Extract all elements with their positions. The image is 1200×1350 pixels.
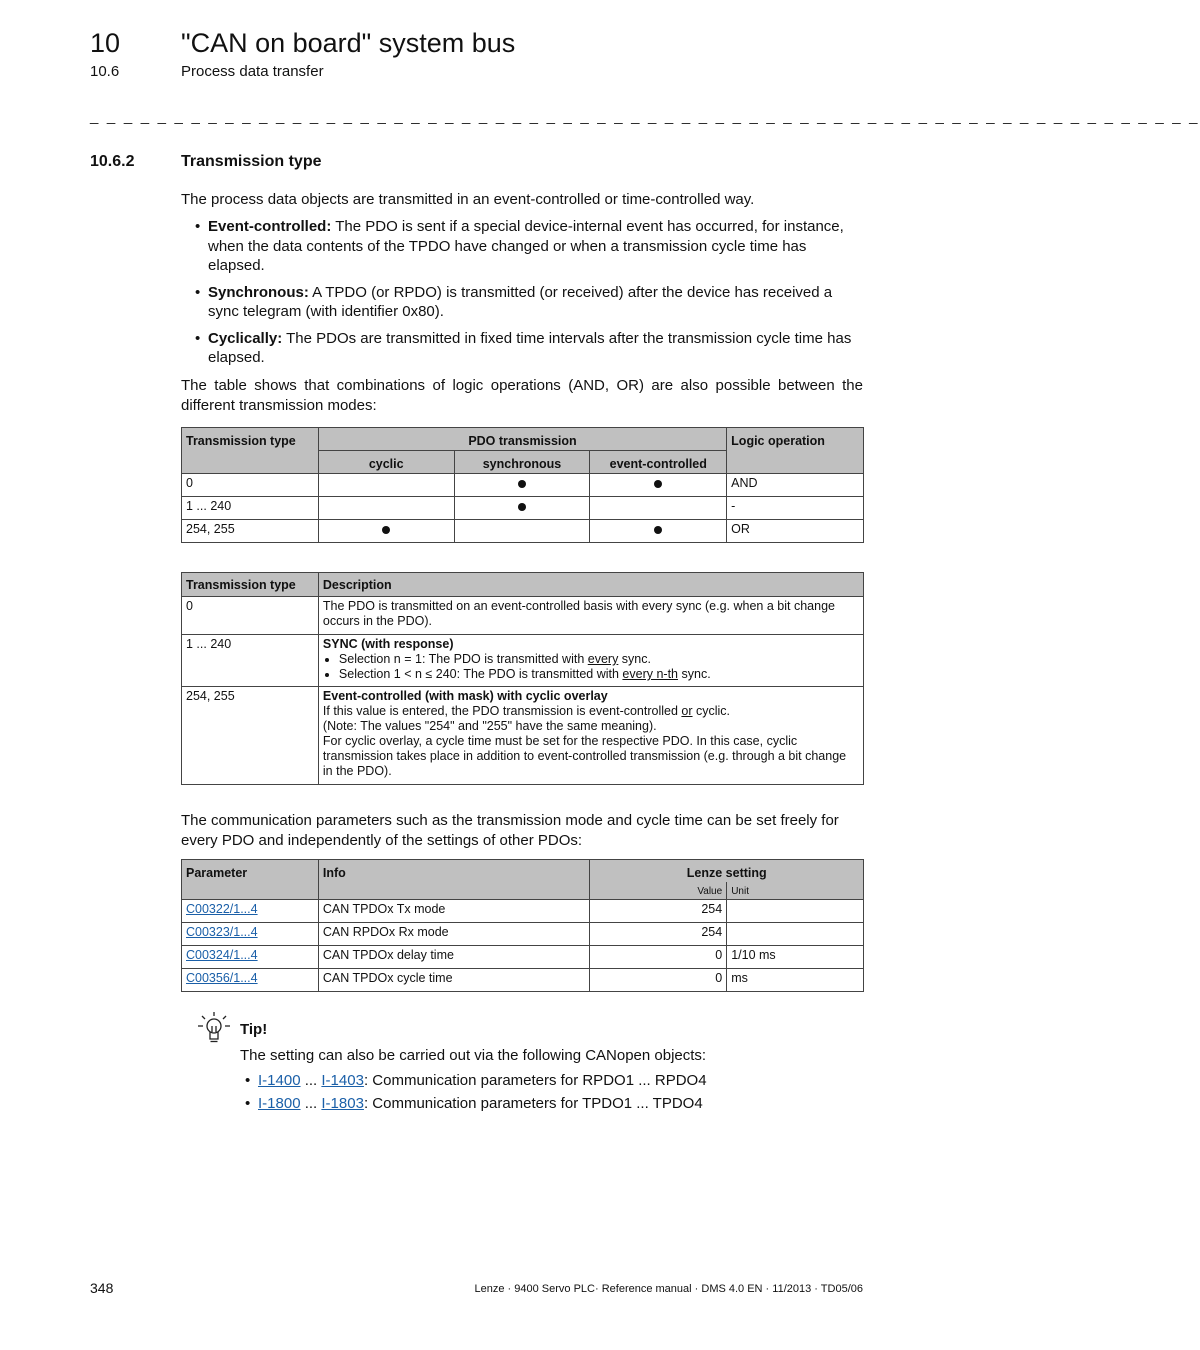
emphasis: every n-th [622,667,679,681]
cell-info: CAN TPDOx delay time [318,946,590,969]
table-intro-paragraph: The table shows that combinations of logic operations (AND, OR) are also possible between the different transmission modes: [181,377,863,414]
cell-synchronous [454,520,590,543]
cell-value: 254 [590,923,727,946]
cell-description [318,687,863,785]
table-row [182,635,864,687]
parameter-link[interactable]: C00323/1...4 [186,925,258,939]
bullet-marker: • [195,218,201,235]
transmission-mode-table [181,427,864,543]
definition: The PDO is sent if a special device-internal event has occurred, for instance, when the data contents of the TPDO have changed or when a transmission cycle time has elapsed. [208,218,844,274]
list-item [181,329,863,368]
list-item [181,283,863,322]
chapter-number: 10 [90,28,121,58]
bullet-marker: • [245,1072,251,1089]
header-description: Description [318,573,863,597]
tip-label: Tip! [240,1021,268,1038]
table-row [182,474,864,497]
cell-info: CAN TPDOx cycle time [318,969,590,992]
cell-type: 254, 255 [182,520,319,543]
text: Selection 1 < n ≤ 240: The PDO is transmitted with [338,667,623,681]
object-link[interactable]: I-1403 [321,1072,364,1089]
term: Synchronous: [208,283,309,301]
table-row [182,923,864,946]
header-synchronous: synchronous [454,451,590,474]
term: Cyclically: [208,329,283,347]
cell-cyclic [318,474,454,497]
cell-event [590,520,727,543]
cell-description [318,635,863,687]
emphasis: every [587,652,619,666]
transmission-description-table [181,572,864,785]
communication-intro-paragraph: The communication parameters such as the transmission mode and cycle time can be set freely for every PDO and independently of the settings of other PDOs: [181,812,839,849]
document-info: Lenze · 9400 Servo PLC· Reference manual · DMS 4.0 EN · 11/2013 · TD05/06 [474,1283,863,1295]
cell-cyclic [318,497,454,520]
cell-type: 0 [182,474,319,497]
cell-logic: OR [727,520,864,543]
mode-list [181,217,863,375]
cell-info: CAN TPDOx Tx mode [318,900,590,923]
cell-unit: ms [727,969,864,992]
header-transmission-type: Transmission type [182,428,319,474]
object-link[interactable]: I-1400 [258,1072,301,1089]
list-item [240,1069,707,1092]
table-row [182,520,864,543]
text: sync. [678,667,711,681]
cell-parameter [182,900,319,923]
list-item [339,667,859,682]
bullet-marker: • [245,1095,251,1112]
cell-event [590,497,727,520]
table-row [182,969,864,992]
subsection-number: 10.6.2 [90,153,135,170]
cell-logic: - [727,497,864,520]
cell-value: 0 [590,969,727,992]
text: Selection n = 1: The PDO is transmitted with [338,652,588,666]
cell-synchronous [454,497,590,520]
range-separator: ... [300,1072,322,1089]
cell-parameter [182,946,319,969]
bullet-marker: • [195,329,201,347]
cell-type: 1 ... 240 [182,497,319,520]
cell-unit: 1/10 ms [727,946,864,969]
header-transmission-type: Transmission type [182,573,319,597]
cell-unit [727,923,864,946]
chapter-title: "CAN on board" system bus [181,28,516,58]
section-number: 10.6 [90,63,120,80]
header-unit: Unit [727,882,864,900]
section-title: Process data transfer [181,63,324,80]
tip-text: The setting can also be carried out via the following CANopen objects: [240,1047,707,1064]
filled-dot-icon [654,480,662,488]
cell-value: 254 [590,900,727,923]
sync-title: SYNC (with response) [322,637,454,651]
event-title: Event-controlled (with mask) with cyclic overlay [322,689,608,703]
event-line-3: For cyclic overlay, a cycle time must be set for the respective PDO. In this case, cyclic transmission takes place in addition to event-controlled transmission (e.g. through a bit change in the PDO). [322,734,847,778]
parameter-link[interactable]: C00324/1...4 [186,948,258,962]
filled-dot-icon [518,480,526,488]
table-row [182,946,864,969]
cell-logic: AND [727,474,864,497]
parameter-link[interactable]: C00356/1...4 [186,971,258,985]
event-line-2: (Note: The values "254" and "255" have the same meaning). [322,719,657,733]
cell-type: 254, 255 [182,687,319,785]
header-event-controlled: event-controlled [590,451,727,474]
table-row [182,687,864,785]
header-parameter: Parameter [182,860,319,900]
cell-event [590,474,727,497]
list-item [181,217,863,276]
cell-value: 0 [590,946,727,969]
header-info: Info [318,860,590,900]
cell-type: 0 [182,597,319,635]
page-number: 348 [90,1280,114,1296]
header-cyclic: cyclic [318,451,454,474]
cell-cyclic [318,520,454,543]
range-separator: ... [300,1095,322,1112]
canopen-object-list [240,1069,707,1115]
table-row [182,900,864,923]
sync-options [323,652,859,682]
list-item [240,1092,707,1115]
cell-description: The PDO is transmitted on an event-controlled basis with every sync (e.g. when a bit change occurs in the PDO). [318,597,863,635]
bullet-marker: • [195,283,201,301]
object-link[interactable]: I-1800 [258,1095,301,1112]
cell-type: 1 ... 240 [182,635,319,687]
lightbulb-icon [196,1011,232,1045]
cell-unit [727,900,864,923]
definition: A TPDO (or RPDO) is transmitted (or received) after the device has received a sync telegram (with identifier 0x80). [208,283,833,320]
header-logic-operation: Logic operation [727,428,864,474]
cell-parameter [182,969,319,992]
object-link[interactable]: I-1803 [321,1095,364,1112]
text: If this value is entered, the PDO transmission is event-controlled [322,704,682,718]
filled-dot-icon [382,526,390,534]
cell-info: CAN RPDOx Rx mode [318,923,590,946]
cell-parameter [182,923,319,946]
parameter-link[interactable]: C00322/1...4 [186,902,258,916]
object-description: : Communication parameters for RPDO1 ... RPDO4 [363,1072,707,1089]
header-pdo-transmission: PDO transmission [318,428,726,451]
text: sync. [618,652,651,666]
emphasis: or [681,704,693,718]
header-lenze-setting: Lenze setting [590,860,864,883]
cell-synchronous [454,474,590,497]
event-line-1 [323,704,859,719]
parameter-table [181,859,864,992]
table-row [182,597,864,635]
subsection-title: Transmission type [181,153,322,170]
list-item [339,652,859,667]
filled-dot-icon [654,526,662,534]
term: Event-controlled: [208,218,332,235]
table-row [182,497,864,520]
header-value: Value [590,882,727,900]
header-separator: _ _ _ _ _ _ _ _ _ _ _ _ _ _ _ _ _ _ _ _ _ _ _ _ _ _ _ _ _ _ _ _ _ _ _ _ _ _ _ _ _ _ _ _ _ _ _ _ _ _ _ _ _ _ _ _ _ _ _ _ _ _ _ _ _ _ [90,108,1200,125]
intro-paragraph: The process data objects are transmitted in an event-controlled or time-controlled way. [181,191,755,208]
text: cyclic. [692,704,731,718]
object-description: : Communication parameters for TPDO1 ... TPDO4 [363,1095,703,1112]
filled-dot-icon [518,503,526,511]
definition: The PDOs are transmitted in fixed time intervals after the transmission cycle time has elapsed. [208,329,852,366]
